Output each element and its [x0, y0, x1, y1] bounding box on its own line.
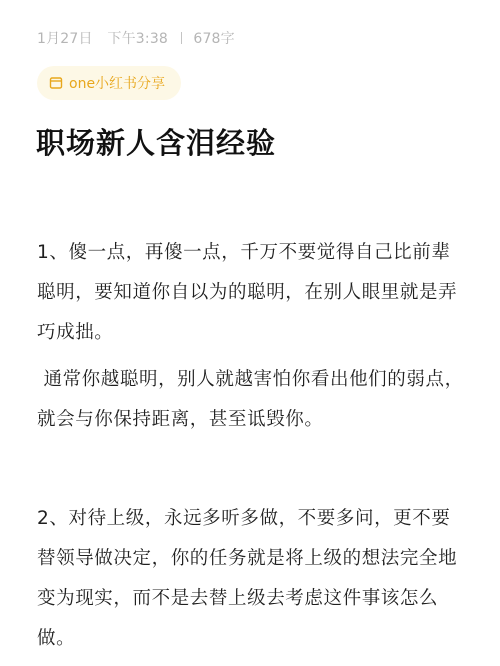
note-title: 职场新人含泪经验 [36, 126, 277, 160]
note-date: 1月27日 [37, 31, 93, 47]
note-word-count: 678字 [193, 31, 235, 47]
folder-tag[interactable] [37, 66, 181, 100]
note-meta [37, 28, 235, 48]
note-paragraph: 2、对待上级，永远多听多做，不要多问，更不要替领导做决定，你的任务就是将上级的想法完全地变为现实，而不是去替上级去考虑这件事该怎么做。 [37, 508, 458, 649]
meta-separator [181, 32, 182, 44]
folder-tag-label: one小红书分享 [69, 76, 166, 92]
note-paragraph: 通常你越聪明，别人就越害怕你看出他们的弱点，就会与你保持距离，甚至诋毁你。 [37, 369, 464, 430]
note-paragraph: 1、傻一点，再傻一点，千万不要觉得自己比前辈聪明，要知道你自以为的聪明，在别人眼里就是弄巧成拙。 [37, 242, 458, 343]
notebook-icon [49, 76, 63, 90]
note-time: 下午3:38 [107, 31, 169, 47]
note-body [37, 233, 467, 659]
